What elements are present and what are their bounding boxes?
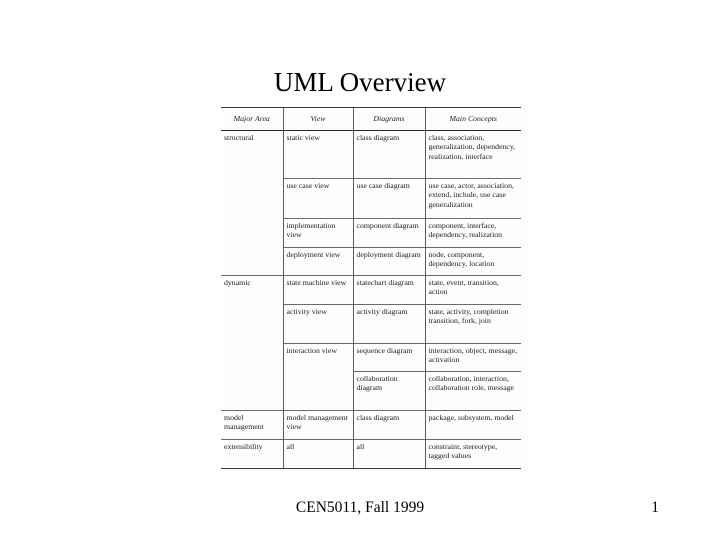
cell-diagram: use case diagram	[353, 179, 425, 219]
table-row	[221, 179, 521, 219]
cell-concepts: state, event, transition, action	[425, 276, 521, 305]
cell-view: use case view	[283, 179, 353, 219]
cell-view: activity view	[283, 305, 353, 344]
cell-major-area: structural	[224, 133, 254, 142]
cell-diagram: activity diagram	[353, 305, 425, 344]
cell-diagram: all	[353, 440, 425, 469]
cell-concepts: node, component, dependency, location	[425, 248, 521, 276]
uml-overview-table	[221, 107, 521, 469]
page-number: 1	[651, 499, 659, 516]
slide-footer	[0, 493, 720, 523]
cell-concepts: collaboration, interaction, collaboration role, message	[425, 372, 521, 411]
header-major-area: Major Area	[221, 108, 283, 131]
cell-view: all	[283, 440, 353, 469]
table-row	[221, 131, 521, 179]
slide-title: UML Overview	[273, 67, 447, 97]
cell-major-area	[221, 248, 283, 276]
cell-concepts: component, interface, dependency, realization	[425, 219, 521, 248]
table-row	[221, 219, 521, 248]
cell-major-area: model management	[221, 411, 283, 440]
cell-major-area: extensibility	[221, 440, 283, 469]
header-main-concepts: Main Concepts	[425, 108, 521, 131]
header-diagrams: Diagrams	[353, 108, 425, 131]
cell-concepts: class, association, generalization, dependency, realization, interface	[425, 131, 521, 179]
uml-overview-table-image	[221, 107, 527, 472]
cell-diagram: component diagram	[353, 219, 425, 248]
footer-text: CEN5011, Fall 1999	[295, 499, 425, 516]
cell-view: deployment view	[283, 248, 353, 276]
cell-major-area	[221, 344, 283, 372]
cell-view: state machine view	[283, 276, 353, 305]
cell-view: interaction view	[283, 344, 353, 372]
cell-major-area	[221, 179, 283, 219]
cell-diagram: deployment diagram	[353, 248, 425, 276]
cell-concepts: constraint, stereotype, tagged values	[425, 440, 521, 469]
cell-view: implementation view	[283, 219, 353, 248]
table-row	[221, 276, 521, 305]
cell-view: static view	[283, 131, 353, 179]
table-row	[221, 305, 521, 344]
cell-diagram: class diagram	[353, 131, 425, 179]
cell-diagram: collaboration diagram	[353, 372, 425, 411]
cell-concepts: state, activity, completion transition, fork, join	[425, 305, 521, 344]
cell-diagram: statechart diagram	[353, 276, 425, 305]
cell-diagram: sequence diagram	[353, 344, 425, 372]
header-view: View	[283, 108, 353, 131]
table-header-row	[221, 108, 521, 131]
cell-diagram: class diagram	[353, 411, 425, 440]
cell-major-area	[221, 372, 283, 411]
cell-major-area	[221, 305, 283, 344]
cell-concepts: use case, actor, association, extend, include, use case generalization	[425, 179, 521, 219]
cell-major-area	[221, 219, 283, 248]
table-row	[221, 344, 521, 372]
table-row	[221, 440, 521, 469]
table-row	[221, 411, 521, 440]
table-row	[221, 372, 521, 411]
cell-concepts: interaction, object, message, activation	[425, 344, 521, 372]
cell-major-area: dynamic	[221, 276, 283, 305]
cell-view: model management view	[283, 411, 353, 440]
table-row	[221, 248, 521, 276]
cell-view	[283, 372, 353, 411]
cell-concepts: package, subsystem, model	[425, 411, 521, 440]
